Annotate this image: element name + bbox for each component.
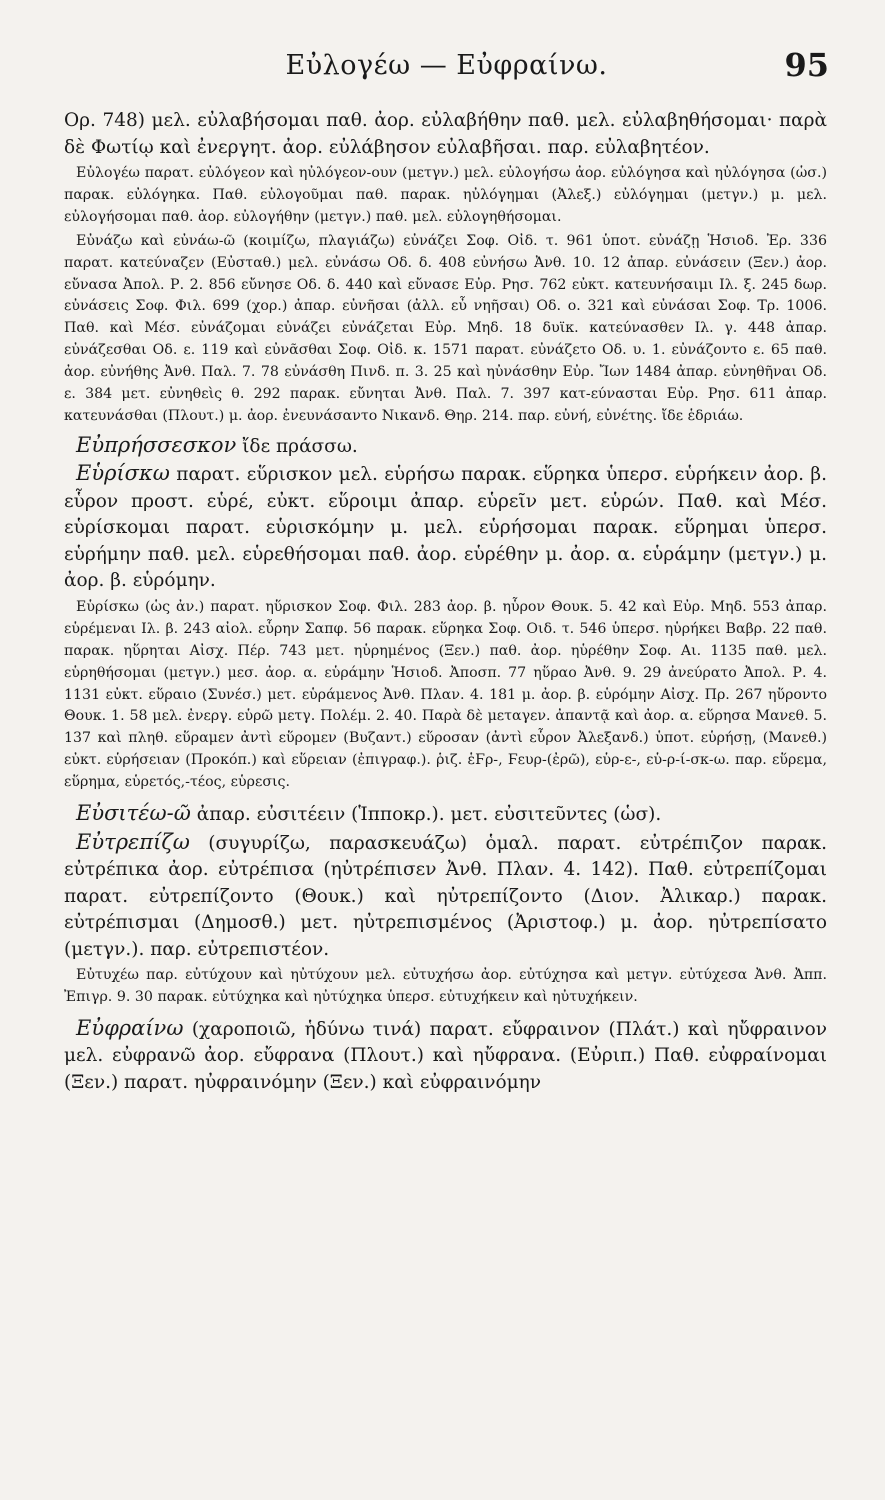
- entry-eulogeo: [64, 163, 827, 229]
- entry-heurisko-detail: [64, 597, 827, 794]
- entry-text: Εὑρίσκω (ὡς ἀν.) παρατ. ηὕρισκον Σοφ. Φιλ. 283 ἀορ. β. ηὗρον Θουκ. 5. 42 καὶ Εὐρ. Μηδ. 553 ἀπαρ. εὑρέμεναι Ιλ. β. 243 αἰολ. εὗρην Σαπφ. 56 παρακ. εὕρηκα Σοφ. Οιδ. τ. 546 ὑπερσ. ηὑρήκει Βαβρ. 22 παθ. παρακ. ηὕρηται Αἰσχ. Πέρ. 743 μετ. ηὑρημένος (Ξεν.) παθ. ἀορ. ηὑρέθην Σοφ. Αι. 1135 παθ. μελ. εὑρηθήσομαι (μετγν.) μεσ. ἀορ. α. εὑράμην Ἡσιοδ. Ἀποσπ. 77 ηὕραο Ἀνθ. 9. 29 ἀνεύρατο Ἀπολ. Ρ. 4. 1131 εὐκτ. εὕραιο (Συνέσ.) μετ. εὑράμενος Ἀνθ. Πλαν. 4. 181 μ. ἀορ. β. εὑρόμην Αἰσχ. Πρ. 267 ηὕροντο Θουκ. 1. 58 μελ. ἐνεργ. εὑρῶ μετγ. Πολέμ. 2. 40. Παρὰ δὲ μεταγεν. ἀπαντᾷ καὶ ἀορ. α. εὕρησα Μανεθ. 5. 137 καὶ πληθ. εὕραμεν ἀντὶ εὕρομεν (Βυζαντ.) εὕροσαν (ἀντὶ εὗρον Ἀλεξανδ.) ὑποτ. εὑρήσῃ, (Μανεθ.) εὐκτ. εὑρήσειαν (Προκόπ.) καὶ εὕρειαν (ἐπιγραφ.). ῥιζ. ἑϜρ-, Ϝευρ-(ἐρῶ), εὑρ-ε-, εὑ-ρ-ί-σκ-ω. παρ. εὕρεμα, εὕρημα, εὑρετός,-τέος, εὑρεσις.: [64, 598, 827, 791]
- running-title: Εὐλογέω — Εὐφραίνω.: [285, 50, 608, 81]
- entry-eutycheo: [64, 965, 827, 1009]
- entry-text: (χαροποιῶ, ἡδύνω τινά) παρατ. εὔφραινον (Πλάτ.) καὶ ηὔφραινον μελ. εὐφρανῶ ἀορ. εὔφρανα (Πλουτ.) καὶ ηὔφρανα. (Εὐριπ.) Παθ. εὐφραίνομαι (Ξεν.) παρατ. ηὐφραινόμην (Ξεν.) καὶ εὐφραινόμην: [64, 1018, 827, 1093]
- entry-text: παρατ. εὕρισκον μελ. εὑρήσω παρακ. εὕρηκα ὑπερσ. εὑρήκειν ἀορ. β. εὗρον προστ. εὑρέ, εὐκτ. εὕροιμι ἀπαρ. εὑρεῖν μετ. εὑρών. Παθ. καὶ Μέσ. εὑρίσκομαι παρατ. εὑρισκόμην μ. μελ. εὑρήσομαι παρακ. εὕρημαι ὑπερσ. εὑρήμην παθ. μελ. εὑρεθήσομαι παθ. ἀορ. εὑρέθην μ. ἀορ. α. εὑράμην (μετγν.) μ. ἀορ. β. εὑρόμην.: [64, 464, 827, 592]
- entry-euphraino: [64, 1015, 827, 1097]
- entry-eulabeomai-cont: [64, 108, 827, 161]
- entry-lemma: Εὐπρήσσεσκον: [76, 432, 237, 457]
- entries-column: [64, 108, 827, 1096]
- entry-text: Ορ. 748) μελ. εὐλαβήσομαι παθ. ἀορ. εὐλαβήθην παθ. μελ. εὐλαβηθήσομαι· παρὰ δὲ Φωτίῳ καὶ ἐνεργητ. ἀορ. εὐλάβησον εὐλαβῆσαι. παρ. εὐλαβητέον.: [64, 110, 827, 158]
- entry-heurisko: [64, 460, 827, 595]
- entry-lemma: Εὑρίσκω: [76, 461, 170, 486]
- entry-lemma: Εὐτρεπίζω: [76, 829, 190, 854]
- entry-text: Εὐτυχέω παρ. εὐτύχουν καὶ ηὐτύχουν μελ. εὐτυχήσω ἀορ. εὐτύχησα καὶ μετγν. εὐτύχεσα Ἀνθ. Ἀππ. Ἐπιγρ. 9. 30 παρακ. εὐτύχηκα καὶ ηὐτύχηκα ὑπερσ. εὐτυχήκειν καὶ ηὐτυχήκειν.: [64, 967, 827, 1005]
- entry-text: Εὐνάζω καὶ εὐνάω-ῶ (κοιμίζω, πλαγιάζω) εὐνάζει Σοφ. Οἰδ. τ. 961 ὑποτ. εὐνάζῃ Ἡσιοδ. Ἐρ. 336 παρατ. κατεύναζεν (Εὐσταθ.) μελ. εὐνάσω Οδ. δ. 408 εὐνήσω Ἀνθ. 10. 12 ἀπαρ. εὐνάσειν (Ξεν.) ἀορ. εὔνασα Ἀπολ. Ρ. 2. 856 εὔνησε Οδ. δ. 440 καὶ εὔνασε Εὐρ. Ρησ. 762 εὐκτ. κατευνήσαιμι Ιλ. ξ. 245 δωρ. εὐνάσεις Σοφ. Φιλ. 699 (χορ.) ἀπαρ. εὐνῆσαι (ἀλλ. εὖ νηῆσαι) Οδ. ο. 321 καὶ εὐνάσαι Σοφ. Τρ. 1006. Παθ. καὶ Μέσ. εὐνάζομαι εὐνάζει εὐνάζεται Εὐρ. Μηδ. 18 δυϊκ. κατεύνασθεν Ιλ. γ. 448 ἀπαρ. εὐνάζεσθαι Οδ. ε. 119 καὶ εὐνᾶσθαι Σοφ. Οἰδ. κ. 1571 παρατ. εὐνάζετο Οδ. υ. 1. εὐνάζοντο ε. 65 παθ. ἀορ. εὐνήθης Ἀνθ. Παλ. 7. 78 εὐνάσθη Πινδ. π. 3. 25 καὶ ηὐνάσθην Εὐρ. Ἴων 1484 ἀπαρ. εὐνηθῆναι Οδ. ε. 384 μετ. εὐνηθεὶς θ. 292 παρακ. εὔνηται Ἀνθ. Παλ. 7. 397 κατ-εύνασται Εὐρ. Ρησ. 611 ἀπαρ. κατευνάσθαι (Πλουτ.) μ. ἀορ. ἐνευνάσαντο Νικανδ. Θηρ. 214. παρ. εὐνή, εὐνέτης. ἴδε ἑδριάω.: [64, 232, 827, 424]
- entry-text: (συγυρίζω, παρασκευάζω) ὁμαλ. παρατ. εὐτρέπιζον παρακ. εὐτρέπικα ἀορ. εὐτρέπισα (ηὐτρέπισεν Ἀνθ. Πλαν. 4. 142). Παθ. εὐτρεπίζομαι παρατ. εὐτρεπίζοντο (Θουκ.) καὶ ηὐτρεπίζοντο (Διον. Ἀλικαρ.) παρακ. εὐτρέπισμαι (Δημοσθ.) μετ. ηὐτρεπισμένος (Ἀριστοφ.) μ. ἀορ. ηὐτρεπίσατο (μετγν.). παρ. εὐτρεπιστέον.: [64, 832, 827, 960]
- entry-lemma: Εὐσιτέω-ῶ: [76, 801, 191, 826]
- entry-lemma: Εὐφραίνω: [76, 1015, 184, 1040]
- entry-euprexeskon: [64, 432, 827, 461]
- entry-eunazo: [64, 231, 827, 428]
- entry-eusiteo: [64, 800, 827, 829]
- page-number: 95: [784, 46, 829, 84]
- entry-eutrepizo: [64, 829, 827, 964]
- entry-text: Εὐλογέω παρατ. εὐλόγεον καὶ ηὐλόγεον-ουν (μετγν.) μελ. εὐλογήσω ἀορ. εὐλόγησα καὶ ηὐλόγησα (ὡσ.) παρακ. εὐλόγηκα. Παθ. εὐλογοῦμαι παθ. παρακ. ηὐλόγημαι (Ἀλεξ.) εὐλόγημαι (μετγν.) μ. μελ. εὐλογήσομαι παθ. ἀορ. εὐλογήθην (μετγν.) παθ. μελ. εὐλογηθήσομαι.: [64, 165, 827, 225]
- page-header: [64, 46, 829, 90]
- entry-text: ἀπαρ. εὐσιτέειν (Ἱπποκρ.). μετ. εὐσιτεῦντες (ὡσ).: [196, 804, 662, 826]
- entry-text: ἴδε πράσσω.: [242, 435, 358, 457]
